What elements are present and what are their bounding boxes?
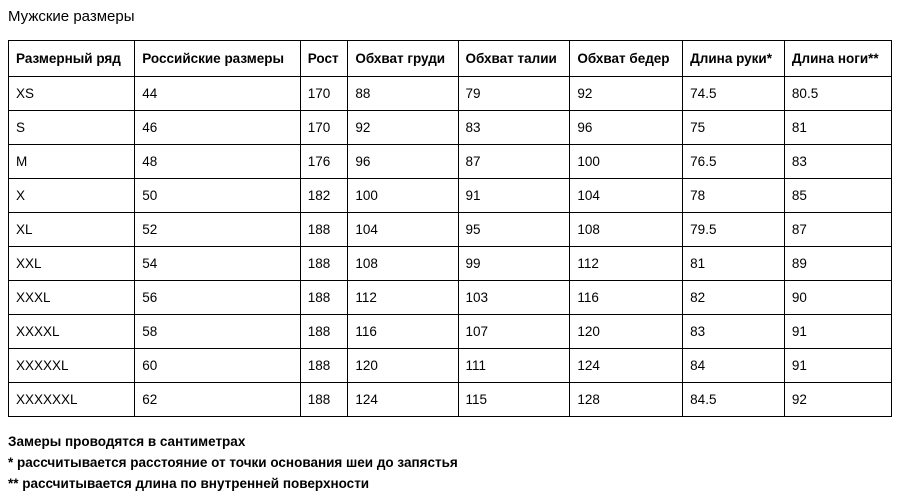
cell-arm-length: 75 (683, 111, 785, 145)
cell-waist: 107 (458, 315, 570, 349)
column-header-chest: Обхват груди (348, 41, 458, 77)
cell-arm-length: 84 (683, 349, 785, 383)
column-header-hips: Обхват бедер (570, 41, 683, 77)
cell-height: 188 (300, 247, 348, 281)
cell-hips: 128 (570, 383, 683, 417)
cell-height: 182 (300, 179, 348, 213)
cell-height: 188 (300, 349, 348, 383)
cell-height: 170 (300, 111, 348, 145)
cell-chest: 96 (348, 145, 458, 179)
cell-arm-length: 83 (683, 315, 785, 349)
cell-size-range: XS (9, 77, 135, 111)
table-row (9, 111, 892, 145)
column-header-leg-length: Длина ноги** (784, 41, 891, 77)
cell-waist: 111 (458, 349, 570, 383)
table-header-row (9, 41, 892, 77)
cell-size-range: X (9, 179, 135, 213)
cell-arm-length: 74.5 (683, 77, 785, 111)
cell-waist: 87 (458, 145, 570, 179)
cell-size-range: S (9, 111, 135, 145)
cell-leg-length: 91 (784, 349, 891, 383)
table-row (9, 315, 892, 349)
cell-leg-length: 80.5 (784, 77, 891, 111)
cell-russian-size: 52 (135, 213, 300, 247)
cell-russian-size: 44 (135, 77, 300, 111)
cell-chest: 116 (348, 315, 458, 349)
table-row (9, 281, 892, 315)
table-row (9, 349, 892, 383)
cell-russian-size: 48 (135, 145, 300, 179)
cell-size-range: XXXL (9, 281, 135, 315)
cell-height: 188 (300, 213, 348, 247)
cell-leg-length: 81 (784, 111, 891, 145)
note-arm-length: * рассчитывается расстояние от точки основания шеи до запястья (8, 455, 458, 470)
table-header (9, 41, 892, 77)
cell-hips: 116 (570, 281, 683, 315)
table-row (9, 145, 892, 179)
cell-size-range: XXXXXL (9, 349, 135, 383)
cell-height: 170 (300, 77, 348, 111)
cell-leg-length: 89 (784, 247, 891, 281)
cell-arm-length: 78 (683, 179, 785, 213)
column-header-waist: Обхват талии (458, 41, 570, 77)
cell-height: 188 (300, 315, 348, 349)
table-body (9, 77, 892, 417)
cell-hips: 96 (570, 111, 683, 145)
cell-height: 188 (300, 383, 348, 417)
cell-height: 176 (300, 145, 348, 179)
cell-hips: 104 (570, 179, 683, 213)
table-row (9, 383, 892, 417)
cell-hips: 92 (570, 77, 683, 111)
cell-hips: 120 (570, 315, 683, 349)
cell-size-range: XL (9, 213, 135, 247)
column-header-russian-size: Российские размеры (135, 41, 300, 77)
note-measurement-units: Замеры проводятся в сантиметрах (8, 434, 246, 449)
note-leg-length: ** рассчитывается длина по внутренней поверхности (8, 476, 370, 491)
cell-chest: 88 (348, 77, 458, 111)
cell-chest: 92 (348, 111, 458, 145)
cell-height: 188 (300, 281, 348, 315)
cell-size-range: M (9, 145, 135, 179)
cell-hips: 100 (570, 145, 683, 179)
cell-chest: 104 (348, 213, 458, 247)
cell-russian-size: 58 (135, 315, 300, 349)
table-row (9, 247, 892, 281)
column-header-height: Рост (300, 41, 348, 77)
cell-russian-size: 56 (135, 281, 300, 315)
cell-russian-size: 60 (135, 349, 300, 383)
table-row (9, 77, 892, 111)
size-table (8, 40, 892, 417)
cell-chest: 108 (348, 247, 458, 281)
cell-leg-length: 91 (784, 315, 891, 349)
cell-waist: 95 (458, 213, 570, 247)
cell-hips: 124 (570, 349, 683, 383)
cell-leg-length: 85 (784, 179, 891, 213)
cell-leg-length: 92 (784, 383, 891, 417)
cell-hips: 112 (570, 247, 683, 281)
column-header-arm-length: Длина руки* (683, 41, 785, 77)
cell-arm-length: 79.5 (683, 213, 785, 247)
cell-arm-length: 84.5 (683, 383, 785, 417)
cell-russian-size: 50 (135, 179, 300, 213)
page-title: Мужские размеры (8, 8, 135, 25)
cell-size-range: XXL (9, 247, 135, 281)
cell-chest: 100 (348, 179, 458, 213)
cell-waist: 99 (458, 247, 570, 281)
cell-hips: 108 (570, 213, 683, 247)
cell-leg-length: 83 (784, 145, 891, 179)
cell-size-range: XXXXL (9, 315, 135, 349)
cell-waist: 115 (458, 383, 570, 417)
cell-arm-length: 82 (683, 281, 785, 315)
cell-waist: 83 (458, 111, 570, 145)
cell-russian-size: 62 (135, 383, 300, 417)
cell-waist: 79 (458, 77, 570, 111)
cell-chest: 124 (348, 383, 458, 417)
cell-arm-length: 81 (683, 247, 785, 281)
cell-leg-length: 90 (784, 281, 891, 315)
cell-size-range: XXXXXXL (9, 383, 135, 417)
cell-chest: 120 (348, 349, 458, 383)
table-row (9, 213, 892, 247)
cell-arm-length: 76.5 (683, 145, 785, 179)
table-row (9, 179, 892, 213)
cell-waist: 91 (458, 179, 570, 213)
cell-leg-length: 87 (784, 213, 891, 247)
cell-russian-size: 46 (135, 111, 300, 145)
cell-russian-size: 54 (135, 247, 300, 281)
column-header-size-range: Размерный ряд (9, 41, 135, 77)
cell-waist: 103 (458, 281, 570, 315)
notes-block (8, 431, 900, 494)
cell-chest: 112 (348, 281, 458, 315)
